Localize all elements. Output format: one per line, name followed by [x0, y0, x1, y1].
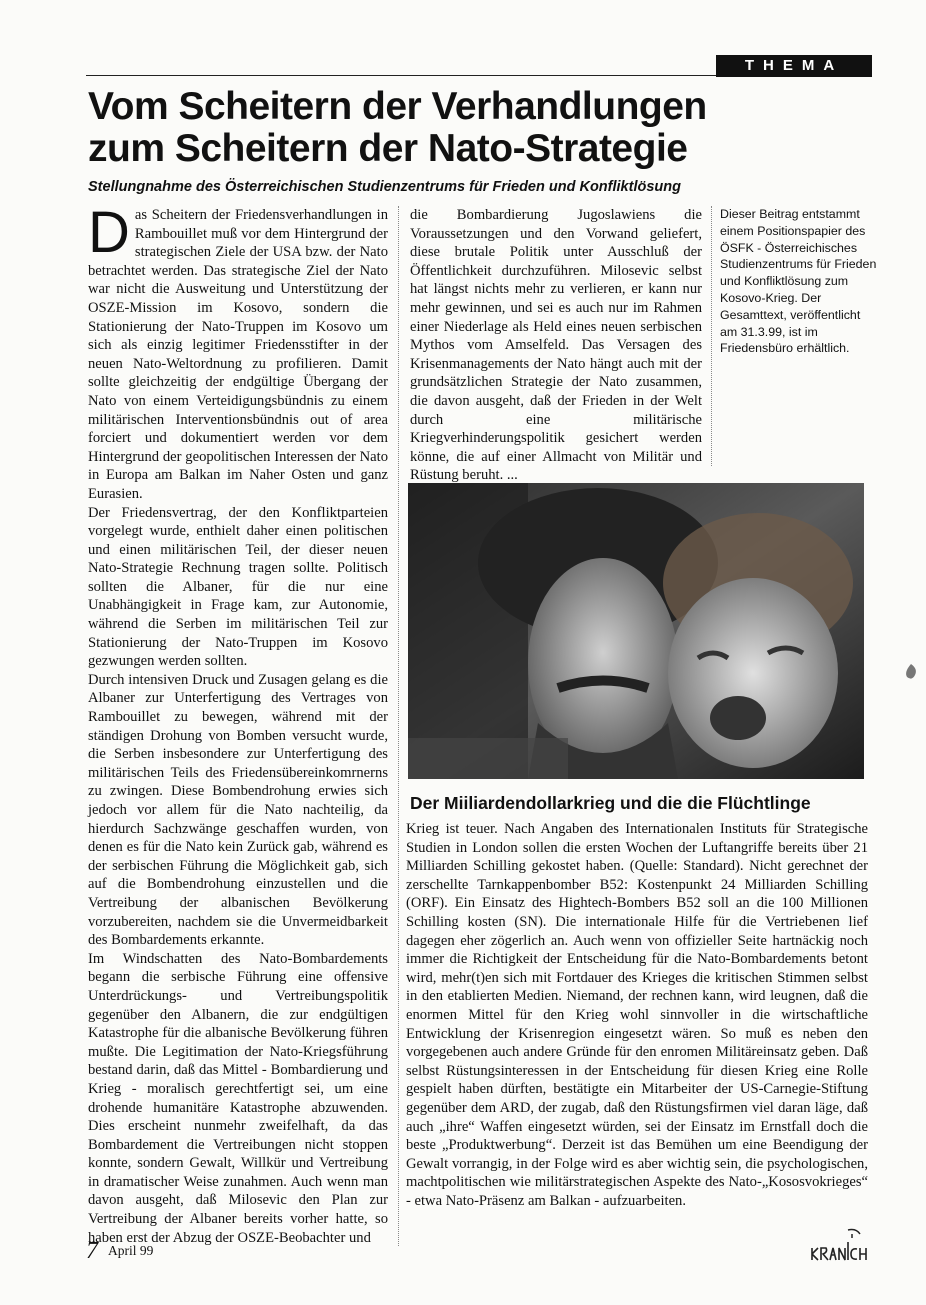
paragraph	[88, 200, 388, 504]
page-number: 7	[86, 1238, 98, 1264]
column-divider	[398, 206, 399, 1246]
column-3	[406, 820, 868, 1210]
paragraph: Krieg ist teuer. Nach Angaben des Internationalen Instituts für Strategische Studien in London sollen die ersten Wochen der Luftangriffe bereits über 21 Milliarden Schilling gekostet haben. (Quelle: Standard). Nicht gerechnet der zerschellte Tarnkappenbomber B52: Kostenpunkt 24 Milliarden Schilling (ORF). Ein Einsatz des Hightech-Bombers B52 soll an die 100 Millionen Schilling kosten (SN). Die internationale Hilfe für die Vertriebenen lief dagegen eher zögerlich an. Auch wenn von offizieller Seite hartnäckig noch immer die Richtigkeit der Entscheidung für die Nato-Bombardements betont wird, mehr(t)en sich mit Fortdauer des Krieges die kritischen Stimmen selbst in den etablierten Medien. Niemand, der rechnen kann, wird leugnen, daß die enormen Mittel für den Krieg wohl sinnvoller in die wirtschaftliche Entwicklung der Krisenregion eingesetzt wären. So muß es neben den vorgegebenen auch andere Gründe für den enromen Militäreinsatz geben. Daß selbst Rüstungsinteressen in der Entscheidung für diesen Krieg eine Rolle gespielt haben dürften, bestätigte ein Mitarbeiter der US-Carnegie-Stiftung gegenüber dem ARD, der zugab, daß den Rüstungsfirmen viel daran läge, daß auch „ihre“ Waffen eingesetzt würden, sei der Einsatz im Ernstfall doch die beste „Produktwerbung“. Derzeit ist das Bemühen um eine Beendigung der Gewalt vorrangig, in der Folge wird es aber wichtig sein, die psychologischen, machtpolitischen wie militärstrategischen Aspekte des Nato-„Kososvokrieges“ - etwa Nato-Präsenz am Balkan - aufzuarbeiten.	[406, 821, 868, 1209]
header-rule	[86, 75, 716, 76]
sidebar-divider	[711, 206, 712, 466]
title-line-2: zum Scheitern der Nato-Strategie	[88, 127, 688, 170]
article-title	[88, 86, 848, 170]
section-tag: THEMA	[716, 55, 872, 77]
title-line-1: Vom Scheitern der Verhandlungen	[88, 85, 707, 128]
column-1	[88, 200, 388, 1247]
drop-cap: D	[88, 200, 130, 265]
paragraph-text: as Scheitern der Friedensverhandlungen in Rambouillet muß vor dem Hintergrund der strategischen Ziele der USA bzw. der Nato betrachtet werden. Das strategische Ziel der Nato war nicht die Ausweitung und Unterstützung der OSZE-Mission im Kosovo, sondern die Stationierung der Nato-Truppen im Kosovo um sich als einzig legitimer Friedensstifter in der neuen Nato-Weltordnung zu profilieren. Damit sollte gleichzeitig der endgültige Übergang der Nato von einem Verteidigungsbündnis zu einem militärischen Interventionsbündnis out of area forciert und dokumentiert werden vor dem Hintergrund der geopolitischen Interessen der Nato in Europa am Balkan im Naher Osten und ganz Eurasien.	[88, 207, 388, 502]
kranich-logo	[808, 1228, 870, 1268]
photo-illustration	[408, 483, 864, 779]
article-subtitle: Stellungnahme des Österreichischen Studienzentrums für Frieden und Konfliktlösung	[88, 179, 681, 195]
paragraph: Durch intensiven Druck und Zusagen gelang es die Albaner zur Unterfertigung des Vertrages von Rambouillet zu bewegen, während mit der ständigen Drohung von Bomben versucht wurde, die Serben insbesondere zur Unterfertigung des militärischen Teils des Friedensübereinkomrnerns zu zwingen. Diese Bombendrohung erwies sich jedoch vor allem für die Nato nachteilig, da hierdurch Sachzwänge geschaffen wurden, von denen es für die Nato kein Zurück gab, während es der serbischen Führung die Möglichkeit gab, sich auf die Bombendrohung einzustellen und die Vertreibung der albanischen Bevölkerung vorzubereiten, nachdem sie die Unvermeidbarkeit des Bombardements erkannte.	[88, 671, 388, 949]
paragraph: die Bombardierung Jugoslawiens die Voraussetzungen und den Vorwand geliefert, diese brutale Politik unter Ausschluß der Öffentlichkeit durchzuführen. Milosevic selbst hat längst nichts mehr zu verlieren, er kann nur mehr gewinnen, und sei es auch nur im Rahmen einer Niederlage als Held eines neuen serbischen Mythos vom Amselfeld. Das Versagen des Krisenmanagements der Nato hängt auch mit der grundsätzlichen Strategie der Nato zusammen, die davon ausgeht, daß der Frieden in der Welt durch eine militärische Kriegverhinderungspolitik gesichert werden könne, die auf einer Allmacht von Militär und Rüstung beruht. ...	[410, 207, 702, 484]
column-2	[410, 206, 702, 485]
section-heading: Der Miiliardendollarkrieg und die die Flüchtlinge	[410, 793, 811, 813]
issue-date: April 99	[108, 1243, 154, 1258]
paragraph: Der Friedensvertrag, der den Konfliktparteien vorgelegt wurde, enthielt daher einen politischen und einen militärischen Teil, der dieser neuen Nato-Strategie Rechnung tragen sollte. Politisch sollten die Albaner, für die nur eine Unabhängigkeit in Frage kam, zur Autonomie, während die Serben im militärischen Teil zur Stationierung der Nato-Truppen im Kosovo gezwungen werden sollten.	[88, 504, 388, 670]
source-note: Dieser Beitrag entstammt einem Positionspapier des ÖSFK - Österreichisches Studienzentrums für Frieden und Konfliktlösung zum Kosovo-Krieg. Der Gesamttext, veröffentlicht am 31.3.99, ist im Friedensbüro erhältlich.	[720, 207, 877, 356]
margin-ornament-icon	[903, 663, 919, 683]
paragraph: Im Windschatten des Nato-Bombardements begann die serbische Führung eine offensive Unterdrückungs- und Vertreibungspolitik gegenüber den Albanern, die zur endgültigen Katastrophe für die albanische Bevölkerung führen mußte. Die Legitimation der Nato-Kriegsführung bestand darin, daß das Mittel - Bombardierung und Krieg - moralisch gerechtfertigt sei, um eine drohende humanitäre Katastrophe abzuwenden. Dies erscheint nunmehr zweifelhaft, da das Bombardement die Vertreibungen nicht stoppen konnte, sondern Gewalt, Willkür und Vertreibung in dramatischer Weise zunahmen. Auch wenn man davon ausgeht, daß Milosevic den Plan zur Vertreibung der Albaner bereits vorher hatte, so haben erst der Abzug der OSZE-Beobachter und	[88, 950, 388, 1246]
man-and-crying-child-photo	[408, 483, 864, 779]
